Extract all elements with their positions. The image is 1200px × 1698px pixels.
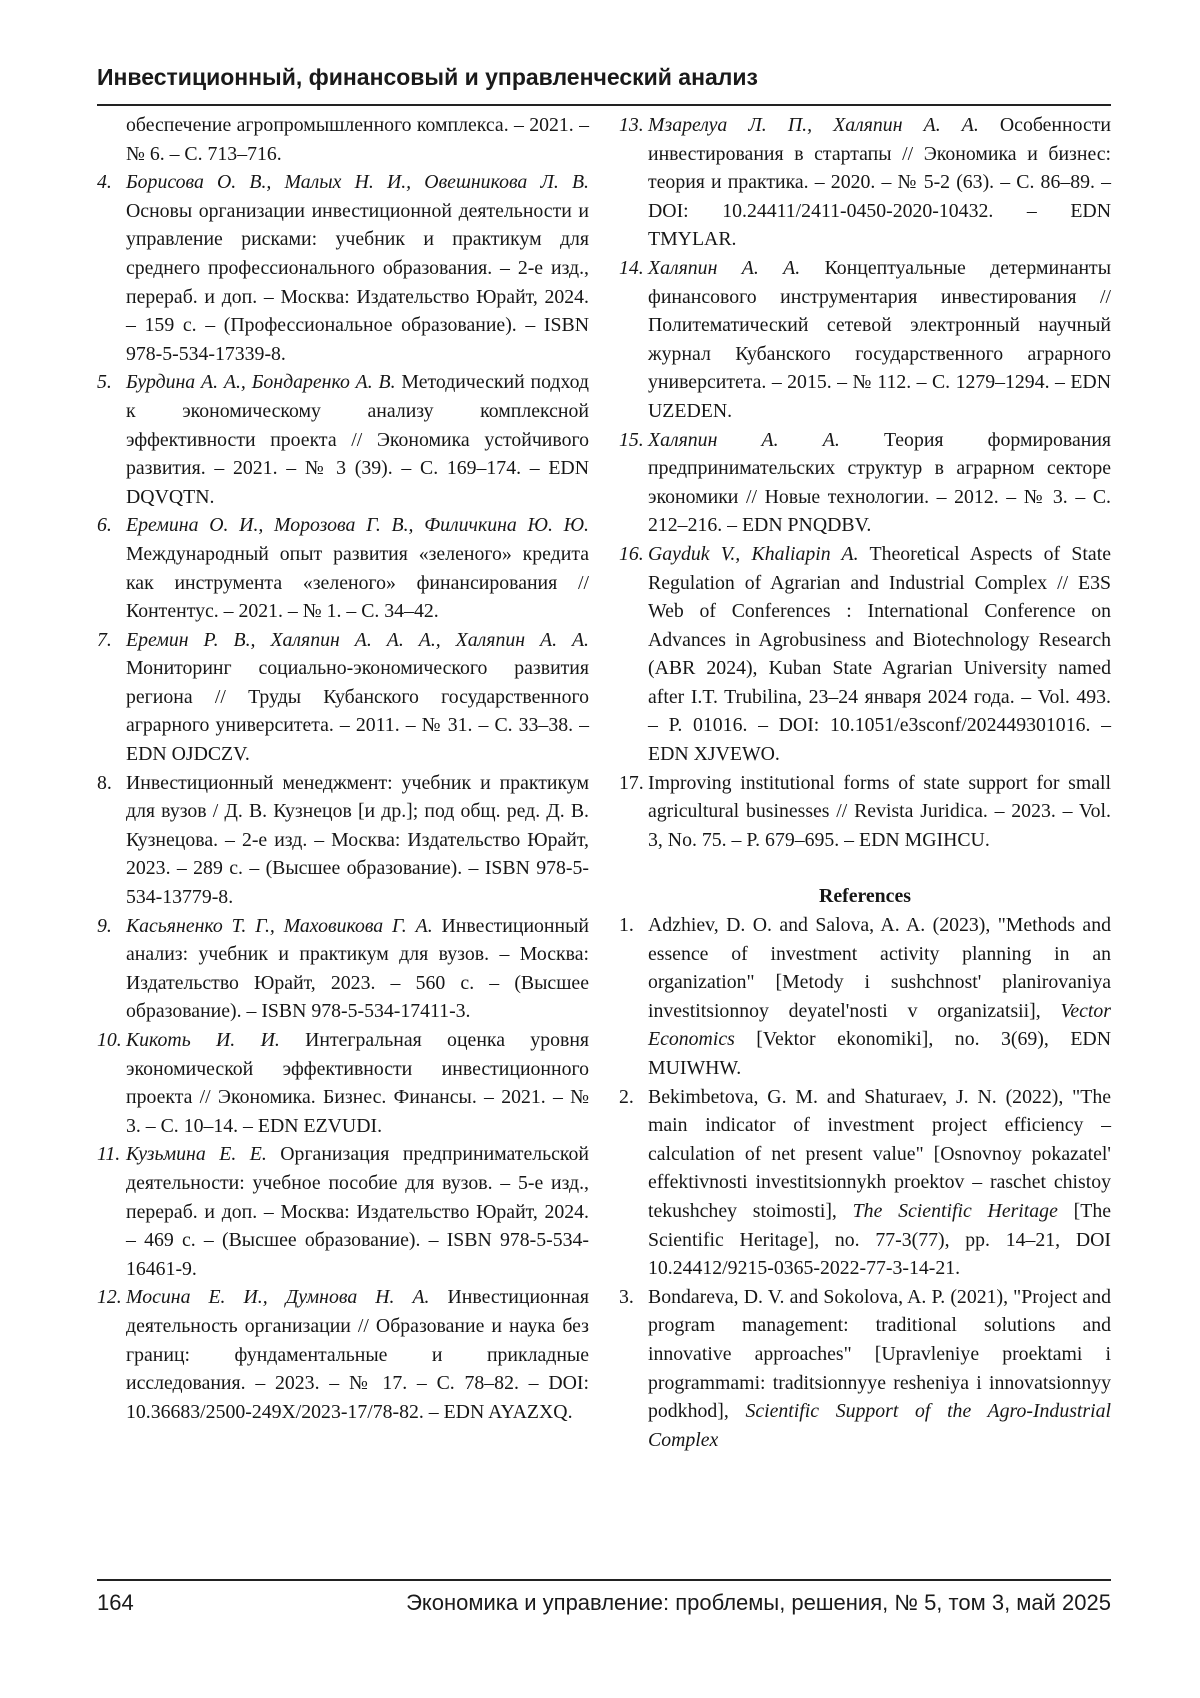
reference-text: Организация предпринимательской деятельности: учебное пособие для вузов. – 5-е изд., перераб. и доп. – Москва: Издательство Юрайт, 2024. – 469 с. – (Высшее образование). – ISBN 978-5-534-16461-9.	[126, 1143, 589, 1280]
reference-text: Интегральная оценка уровня экономической эффективности инвестиционного проекта // Экономика. Бизнес. Финансы. – 2021. – № 3. – С. 10–14. – EDN EZVUDI.	[126, 1029, 590, 1137]
reference-text: Improving institutional forms of state support for small agricultural businesses // Revista Juridica. – 2023. – Vol. 3, No. 75. – P. 679–695. – EDN MGIHCU.	[648, 771, 1111, 851]
reference-entry	[619, 111, 1111, 254]
reference-source: Scientific Support of the Agro-Industrial Complex	[648, 1400, 1111, 1451]
reference-authors: Gayduk V., Khaliapin A.	[648, 542, 859, 565]
reference-authors: Еремин Р. В., Халяпин А. А. А., Халяпин А. А.	[126, 628, 589, 651]
journal-title: Экономика и управление: проблемы, решения, № 5, том 3, май 2025	[406, 1590, 1111, 1615]
english-reference-list	[619, 911, 1111, 1454]
references-heading: References	[819, 885, 911, 908]
left-reference-list	[97, 168, 589, 1426]
reference-entry	[97, 1026, 589, 1140]
reference-number: 10.	[97, 1029, 122, 1051]
reference-text: Инвестиционный менеджмент: учебник и практикум для вузов / Д. В. Кузнецов [и др.]; под общ. ред. Д. В. Кузнецова. – 2-е изд. – Москва: Издательство Юрайт, 2023. – 289 с. – (Высшее образование). – ISBN 978-5-534-13779-8.	[126, 771, 589, 909]
right-column	[619, 111, 1111, 1454]
reference-text: Adzhiev, D. O. and Salova, A. A. (2023), "Methods and essence of investment activity planning in an organization" [Metody i sushchnost' planirovaniya investitsionnoy deyatel'nosti v organizatsii],	[648, 914, 1111, 1022]
reference-text: Концептуальные детерминанты финансового инструментария инвестирования // Политематический сетевой электронный научный журнал Кубанского государственного аграрного университета. – 2015. – № 112. – С. 1279–1294. – EDN UZEDEN.	[648, 256, 1111, 422]
reference-text: Bekimbetova, G. M. and Shaturaev, J. N. (2022), "The main indicator of investment project efficiency – calculation of net present value" [Osnovnoy pokazatel' effektivnosti investitsionnykh proektov – raschet chistoy tekushchey stoimosti],	[648, 1085, 1111, 1222]
reference-authors: Халяпин А. А.	[648, 256, 801, 279]
reference-entry	[97, 368, 589, 511]
reference-entry	[97, 769, 589, 912]
reference-text: Bondareva, D. V. and Sokolova, A. P. (2021), "Project and program management: traditional solutions and innovative approaches" [Upravleniye proektami i programmami: traditsionnyye resheniya i innovatsionnyy podkhod],	[648, 1285, 1111, 1423]
reference-number: 3.	[619, 1285, 634, 1308]
reference-text: Инвестиционная деятельность организации // Образование и наука без границ: фундаментальные и прикладные исследования. – 2023. – № 17. – С. 78–82. – DOI: 10.36683/2500-249X/2023-17/78-82. – EDN AYAZXQ.	[126, 1286, 589, 1423]
reference-entry	[619, 254, 1111, 426]
reference-number: 6.	[97, 514, 112, 537]
english-reference-entry	[619, 1283, 1111, 1455]
reference-number: 2.	[619, 1085, 634, 1108]
reference-authors: Еремина О. И., Морозова Г. В., Филичкина Ю. Ю.	[126, 514, 589, 537]
reference-authors: Кикоть И. И.	[126, 1029, 280, 1051]
reference-entry	[97, 626, 589, 769]
reference-number: 9.	[97, 914, 112, 937]
left-column	[97, 111, 589, 1426]
reference-entry	[619, 769, 1111, 855]
reference-number: 13.	[619, 114, 644, 136]
reference-number: 12.	[97, 1286, 122, 1309]
reference-entry	[619, 426, 1111, 540]
english-reference-entry	[619, 911, 1111, 1083]
reference-number: 14.	[619, 256, 644, 279]
reference-number: 17.	[619, 771, 644, 794]
reference-number: 5.	[97, 371, 112, 394]
reference-entry	[97, 168, 589, 368]
reference-text: Основы организации инвестиционной деятельности и управление рисками: учебник и практикум для среднего профессионального образования. – 2-е изд., перераб. и доп. – Москва: Издательство Юрайт, 2024. – 159 с. – (Профессиональное образование). – ISBN 978-5-534-17339-8.	[126, 199, 589, 365]
reference-text: Мониторинг социально-экономического развития региона // Труды Кубанского государственного аграрного университета. – 2011. – № 31. – С. 33–38. – EDN OJDCZV.	[126, 657, 589, 766]
right-reference-list	[619, 111, 1111, 854]
reference-entry	[97, 912, 589, 1026]
reference-number: 4.	[97, 171, 112, 194]
reference-authors: Халяпин А. А.	[648, 428, 840, 451]
reference-number: 11.	[97, 1143, 121, 1166]
reference-details: [Vektor ekonomiki], no. 3(69), EDN MUIWHW.	[648, 1028, 1111, 1079]
reference-authors: Кузьмина Е. Е.	[126, 1143, 267, 1166]
reference-number: 1.	[619, 914, 634, 937]
reference-entry	[619, 540, 1111, 769]
reference-authors: Бурдина А. А., Бондаренко А. В.	[126, 371, 396, 394]
reference-number: 8.	[97, 771, 112, 794]
running-head: Инвестиционный, финансовый и управленческий анализ	[97, 64, 758, 90]
reference-text: Международный опыт развития «зеленого» кредита как инструмента «зеленого» финансирования // Контентус. – 2021. – № 1. – С. 34–42.	[126, 542, 589, 623]
reference-text: Theoretical Aspects of State Regulation of Agrarian and Industrial Complex // E3S Web of Conferences : International Conference on Advances in Agrobusiness and Biotechnology Research (ABR 2024), Kuban State Agrarian University named after I.T. Trubilina, 23–24 января 2024 года. – Vol. 493. – P. 01016. – DOI: 10.1051/e3sconf/202449301016. – EDN XJVEWO.	[648, 542, 1111, 766]
reference-text: Инвестиционный анализ: учебник и практикум для вузов. – Москва: Издательство Юрайт, 2023. – 560 с. – (Высшее образование). – ISBN 978-5-534-17411-3.	[126, 914, 589, 1023]
continuation-text: обеспечение агропромышленного комплекса. – 2021. – № 6. – С. 713–716.	[126, 114, 589, 165]
reference-authors: Касьяненко Т. Г., Маховикова Г. А.	[126, 914, 433, 937]
reference-authors: Мосина Е. И., Думнова Н. А.	[126, 1286, 430, 1309]
english-reference-entry	[619, 1083, 1111, 1283]
reference-authors: Борисова О. В., Малых Н. И., Овешникова Л. В.	[126, 171, 589, 194]
reference-source: The Scientific Heritage	[852, 1199, 1058, 1222]
reference-text: Особенности инвестирования в стартапы // Экономика и бизнес: теория и практика. – 2020. – № 5-2 (63). – С. 86–89. – DOI: 10.24411/2411-0450-2020-10432. – EDN TMYLAR.	[648, 114, 1111, 251]
reference-number: 15.	[619, 428, 644, 451]
reference-text: Теория формирования предпринимательских структур в аграрном секторе экономики // Новые технологии. – 2012. – № 3. – С. 212–216. – EDN PNQDBV.	[648, 428, 1111, 537]
reference-text: Методический подход к экономическому анализу комплексной эффективности проекта // Экономика устойчивого развития. – 2021. – № 3 (39). – С. 169–174. – EDN DQVQTN.	[126, 371, 589, 508]
reference-number: 16.	[619, 542, 644, 565]
reference-entry	[97, 511, 589, 625]
reference-entry	[97, 1283, 589, 1426]
reference-source: Vector Economics	[648, 999, 1111, 1051]
bottom-rule	[97, 1579, 1111, 1581]
reference-entry	[97, 1140, 589, 1283]
reference-authors: Мзарелуа Л. П., Халяпин А. А.	[648, 114, 979, 136]
top-rule	[97, 104, 1111, 106]
reference-details: [The Scientific Heritage], no. 77-3(77), pp. 14–21, DOI 10.24412/9215-0365-2022-77-3-14-21.	[648, 1199, 1111, 1280]
page-number: 164	[97, 1590, 134, 1615]
reference-number: 7.	[97, 628, 112, 651]
